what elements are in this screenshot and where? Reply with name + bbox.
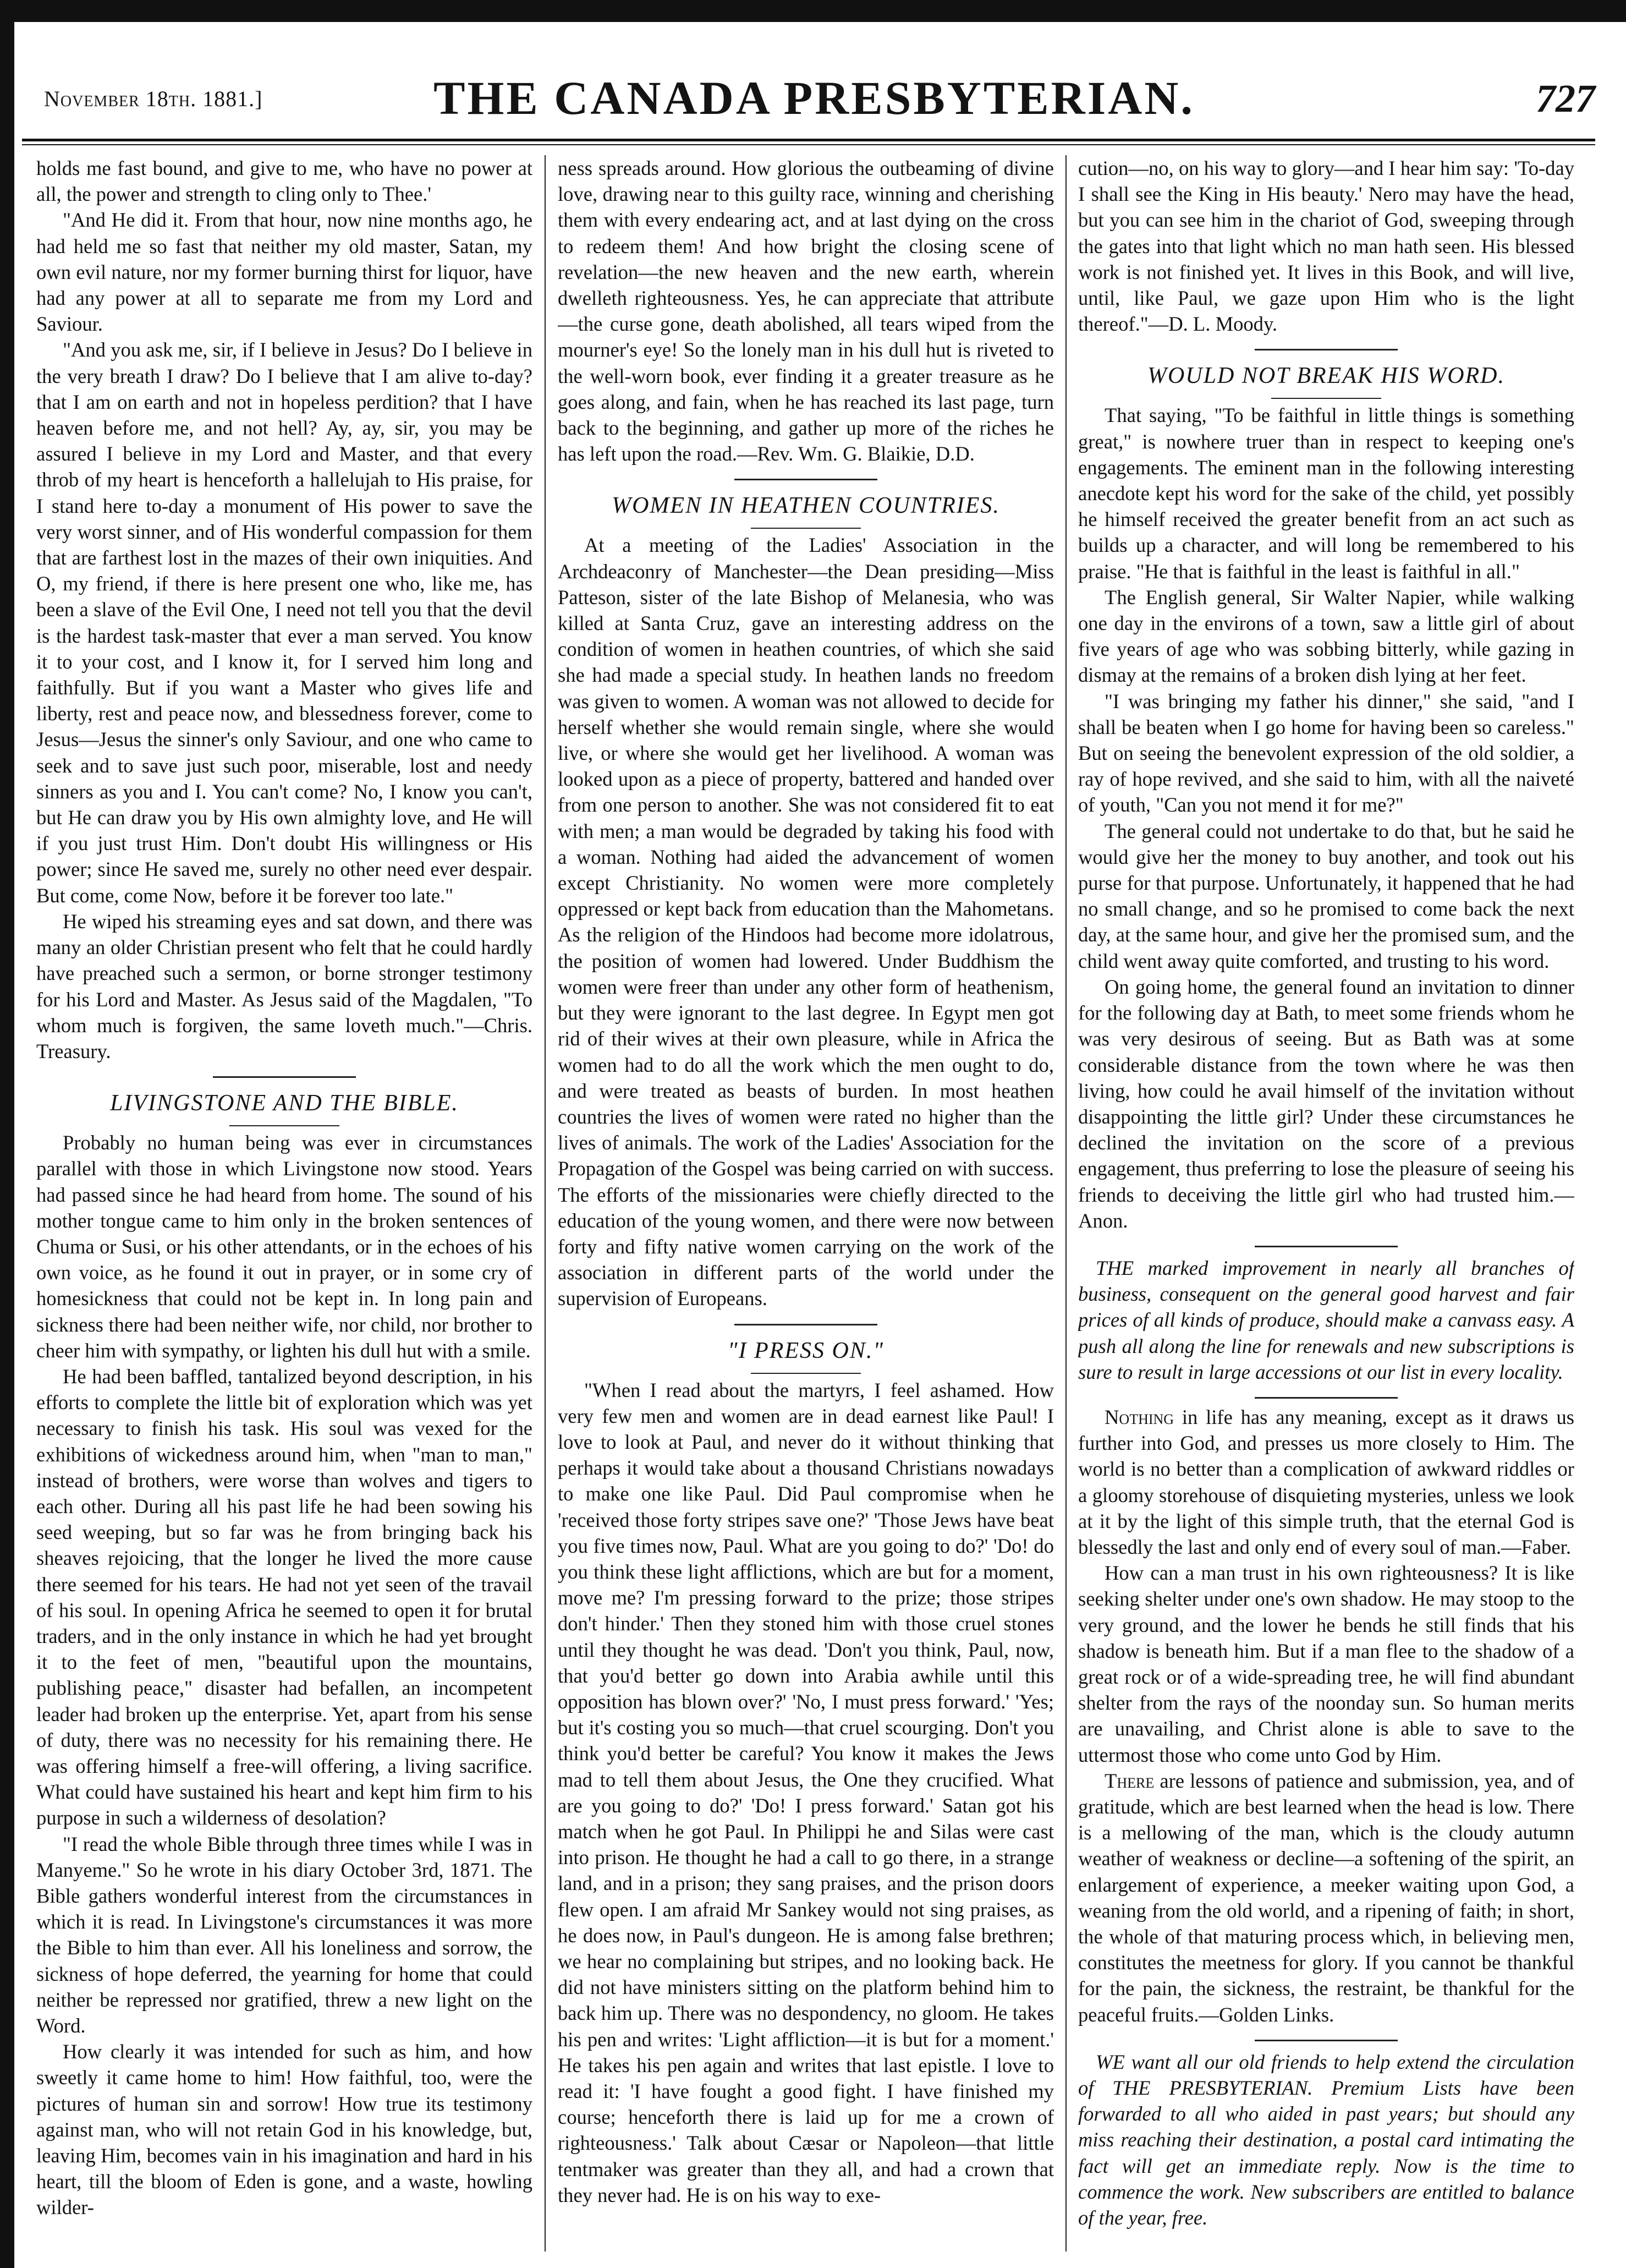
article-heading: "I PRESS ON." <box>727 1338 885 1363</box>
left-border <box>0 22 14 2268</box>
top-border <box>0 0 1626 22</box>
paragraph <box>1078 1768 1574 2028</box>
paragraph: On going home, the general found an invitation to dinner for the following day at Bath, to meet some friends whom he was very desirous of seeing. But as Bath was at some considerable distance from the town where he was then living, how could he avail himself of the invitation without disappointing the little girl? Under these circumstances he declined the invitation on the score of a previous engagement, thus preferring to lose the pleasure of seeing his friends to deceiving the little girl who had trusted him.—Anon. <box>1078 975 1574 1232</box>
heading-rule <box>1271 398 1381 399</box>
paragraph: cution—no, on his way to glory—and I hear him say: 'To-day I shall see the King in His beauty.' Nero may have the head, but you can see him in the chariot of God, sweeping through the gates into that light which no man hath seen. His blessed work is not finished yet. It lives in this Book, and will live, until, like Paul, we gaze upon Him who is the light thereof."—D. L. Moody. <box>1078 157 1574 336</box>
masthead <box>22 50 1606 138</box>
lead-word: Nothing <box>1105 1405 1174 1428</box>
masthead-rule-thin <box>22 144 1595 145</box>
newspaper-title: THE CANADA PRESBYTERIAN. <box>433 72 1195 124</box>
section-rule <box>1255 1397 1398 1399</box>
paragraph: ness spreads around. How glorious the outbeaming of divine love, drawing near to this guilty race, winning and cherishing them with every endearing act, and at last dying on the cross to redeem them! And how bright the closing scene of revelation—the new heaven and the new earth, wherein dwelleth righteousness. Yes, he can appreciate that attribute—the curse gone, death abolished, all tears wiped from the mourner's eye! So the lonely man in his dull hut is riveted to the well-worn book, ever finding it a greater treasure as he goes along, and fain, when he has reached its last page, turn back to the beginning, and gather up more of the riches he has left upon the road.—Rev. Wm. G. Blaikie, D.D. <box>558 157 1054 465</box>
paragraph: "And you ask me, sir, if I believe in Jesus? Do I believe in the very breath I draw? Do I believe that I am alive to-day? that I am on earth and not in hopeless perdition? that I have heaven before me, and not hell? Ay, ay, sir, you may be assured I believe in my Lord and Master, and that every throb of my heart is henceforth a hallelujah to His praise, for I stand here to-day a monument of His power to save the very worst sinner, and of His wonderful compassion for them that are farthest lost in the mazes of their own iniquities. And O, my friend, if there is here present one who, like me, has been a slave of the Evil One, I need not tell you that the devil is the hardest task-master that ever a man served. You know it to your cost, and I know it, for I served him long and faithfully. But if you want a Master who gives life and liberty, rest and peace now, and blessedness forever, come to Jesus—Jesus the sinner's only Saviour, and one who came to seek and to save just such poor, miserable, lost and needy sinners as you and I. You can't come? No, I know you can't, but He can draw you by His own almighty love, and He will if you just trust Him. Don't doubt His willingness or His power; since He saved me, surely no other need ever despair. But come, come Now, before it be forever too late." <box>36 338 532 907</box>
column-2 <box>558 155 1054 2251</box>
paragraph: He wiped his streaming eyes and sat down, and there was many an older Christian present who felt that he could hardly have preached such a sermon, or borne stronger testimony for his Lord and Master. As Jesus said of the Magdalen, "To whom much is forgiven, the same loveth much."—Chris. Treasury. <box>36 910 532 1062</box>
paragraph: The English general, Sir Walter Napier, while walking one day in the environs of a town, saw a little girl of about five years of age who was sobbing bitterly, while gazing in dismay at the remains of a broken dish lying at her feet. <box>1078 585 1574 687</box>
heading-rule <box>751 528 861 529</box>
paragraph: He had been baffled, tantalized beyond description, in his efforts to complete the little bit of exploration which was yet necessary to finish his task. His soul was vexed for the exhibitions of wickedness around him, when "man to man," instead of brothers, were worse than wolves and tigers to each other. During all his past life he had been sowing his seed weeping, but so far was he from bringing back his sheaves rejoicing, that the longer he lived the more cause there seemed for his tears. He had not yet seen of the travail of his soul. In opening Africa he seemed to open it for brutal traders, and in the only instance in which he had yet brought it to the feet of men, "beautiful upon the mountains, publishing peace," disaster had befallen, an incompetent leader had broken up the enterprise. Yet, apart from his sense of duty, there was no necessity for his remaining there. He was offering himself a free-will offering, a living sacrifice. What could have sustained his heart and kept him firm to his purpose in such a wilderness of desolation? <box>36 1365 532 1829</box>
paragraph: Probably no human being was ever in circumstances parallel with those in which Livingstone now stood. Years had passed since he had heard from home. The sound of his mother tongue came to him only in the broken sentences of Chuma or Susi, or his other attendants, or in the echoes of his own voice, as he found it out in prayer, or in some cry of homesickness that could not be kept in. In long pain and sickness there had been neither wife, nor child, nor brother to cheer him with sympathy, or lighten his dull hut with a smile. <box>36 1131 532 1362</box>
heading-rule <box>751 1373 861 1374</box>
paragraph: "And He did it. From that hour, now nine months ago, he had held me so fast that neither my old master, Satan, my own evil nature, nor my former burning thirst for liquor, have had any power at all to separate me from my Lord and Saviour. <box>36 209 532 336</box>
section-rule <box>1255 2040 1398 2041</box>
business-notice: THE marked improvement in nearly all branches of business, consequent on the general good harvest and fair prices of all kinds of produce, should make a canvass easy. A push all along the line for renewals and new subscriptions is sure to result in large accessions ot our list in every locality. <box>1078 1256 1574 1383</box>
paragraph-text: in life has any meaning, except as it draws us further into God, and presses us more closely to Him. The world is no better than a complication of awkward riddles or a gloomy storehouse of disquieting mysteries, unless we look at it by the light of this simple truth, that the eternal God is blessedly the last and only end of every soul of man.—Faber. <box>1078 1405 1574 1558</box>
heading-rule <box>229 1125 339 1126</box>
column-1 <box>36 155 532 2251</box>
section-rule <box>213 1076 356 1078</box>
paragraph: How can a man trust in his own righteousness? It is like seeking shelter under one's own shadow. He may stoop to the very ground, and the lower he bends he still finds that his shadow is beneath him. But if a man flee to the shadow of a great rock or of a wide-spreading tree, he will find abundant shelter from the rays of the noonday sun. So human merits are unavailing, and Christ alone is able to save to the uttermost those who come unto God by Him. <box>1078 1562 1574 1766</box>
subscription-notice: WE want all our old friends to help extend the circulation of THE PRESBYTERIAN. Premium Lists have been forwarded to all who aided in past years; but should any miss reaching their destination, a postal card intimating the fact will get an immediate reply. Now is the time to commence the work. New subscribers are entitled to balance of the year, free. <box>1078 2050 1574 2229</box>
paragraph: "I was bringing my father his dinner," she said, "and I shall be beaten when I go home for having been so careless." But on seeing the benevolent expression of the old soldier, a ray of hope revived, and she said to him, with all the naiveté of youth, "Can you not mend it for me?" <box>1078 689 1574 817</box>
paragraph <box>1078 1404 1574 1560</box>
column-divider <box>1065 155 1067 2251</box>
issue-date: November 18th. 1881.] <box>44 86 263 111</box>
masthead-rule <box>22 139 1595 141</box>
column-3 <box>1078 155 1574 2251</box>
paragraph: That saying, "To be faithful in little things is something great," is nowhere truer than in respect to keeping one's engagements. The eminent man in the following interesting anecdote kept his word for the sake of the child, yet possibly he himself received the greater benefit from an act such as builds up a character, and will long be remembered to his praise. "He that is faithful in the least is faithful in all." <box>1078 404 1574 583</box>
paragraph: "When I read about the martyrs, I feel ashamed. How very few men and women are in dead earnest like Paul! I love to look at Paul, and never do it without thinking that perhaps it would take about a thousand Christians nowadays to make one like Paul. Did Paul compromise when he 'received those forty stripes save one?' 'Those Jews have beat you five times now, Paul. What are you going to do?' 'Do! do you think these light afflictions, which are but for a moment, move me? I'm pressing forward to the prize; those stripes don't hinder.' Then they stoned him with those cruel stones until they thought he was dead. 'Don't you think, Paul, now, that you'd better go down into Arabia awhile until this opposition has blown over?' 'No, I must press forward.' 'Yes; but it's costing you so much—that cruel scourging. Don't you think you'd better be careful? You know it makes the Jews mad to tell them about Jesus, the One they crucified. What are you going to do?' 'Do! I press forward.' Satan got his match when he got Paul. In Philippi he and Silas were cast into prison. He thought he had a call to go there, in a strange land, and in a prison; they sang praises, and the prison doors flew open. I am afraid Mr Sankey would not sing praises, as he does now, in Paul's dungeon. He is among false brethren; we hear no complaining but stripes, and no looking back. He did not have ministers sitting on the platform behind him to back him up. There was no despondency, no gloom. He takes his pen and writes: 'Light affliction—it is but for a moment.' He takes his pen again and writes that last epistle. I love to read it: 'I have fought a good fight. I have finished my course; henceforth there is laid up for me a crown of righteousness.' Talk about Cæsar or Napoleon—that little tentmaker was greater than they all, and had a crown that they never had. He is on his way to exe- <box>558 1378 1054 2206</box>
paragraph: How clearly it was intended for such as him, and how sweetly it came home to him! How faithful, too, were the pictures of human sin and sorrow! How true its testimony against man, who will not retain God in his knowledge, but, leaving Him, becomes vain in his imagination and hard in his heart, till the bloom of Eden is gone, and a waste, howling wilder- <box>36 2040 532 2219</box>
page-number: 727 <box>1536 76 1595 120</box>
paragraph: The general could not undertake to do that, but he said he would give her the money to buy another, and took out his purse for that purpose. Unfortunately, it happened that he had no small change, and so he promised to come back the next day, at the same hour, and give her the promised sum, and the child went away quite comforted, and trusting to his word. <box>1078 819 1574 972</box>
lead-word: There <box>1105 1769 1155 1792</box>
section-rule <box>734 479 877 480</box>
column-divider <box>545 155 546 2251</box>
section-rule <box>1255 349 1398 350</box>
section-rule <box>734 1324 877 1325</box>
paragraph: "I read the whole Bible through three times while I was in Manyeme." So he wrote in his diary October 3rd, 1871. The Bible gathers wonderful interest from the circumstances in which it is read. In Livingstone's circumstances it was more the Bible to him than ever. All his loneliness and sorrow, the sickness of hope deferred, the yearning for home that could neither be repressed nor gratified, threw a new light on the Word. <box>36 1832 532 2037</box>
paragraph-text: are lessons of patience and submission, yea, and of gratitude, which are best learned when the head is low. There is a mellowing of the man, which is the cloudy autumn weather of weakness or decline—a softening of the spirit, an enlargement of experience, a meeker waiting upon God, a weaning from the old world, and a ripening of faith; in short, the whole of that maturing process which, in believing men, constitutes the meetness for glory. If you cannot be thankful for the pain, the sickness, the restraint, be thankful for the peaceful fruits.—Golden Links. <box>1078 1769 1574 2026</box>
section-rule <box>1255 1246 1398 1247</box>
article-heading: WOULD NOT BREAK HIS WORD. <box>1147 363 1506 389</box>
article-heading: WOMEN IN HEATHEN COUNTRIES. <box>612 493 1000 519</box>
paragraph: holds me fast bound, and give to me, who have no power at all, the power and strength to cling only to Thee.' <box>36 157 532 206</box>
article-heading: LIVINGSTONE AND THE BIBLE. <box>110 1091 459 1116</box>
paragraph: At a meeting of the Ladies' Association in the Archdeaconry of Manchester—the Dean presiding—Miss Patteson, sister of the late Bishop of Melanesia, who was killed at Santa Cruz, gave an interesting address on the condition of women in heathen countries, of which she said she had made a special study. In heathen lands no freedom was given to women. A woman was not allowed to decide for herself whether she would remain single, where she would live, or where she would get her livelihood. A woman was looked upon as a piece of property, battered and handed over from one person to another. She was not considered fit to eat with men; a man would be degraded by taking his food with a woman. Nothing had aided the advancement of women except Christianity. No women were more completely oppressed or kept back from education than the Mahometans. As the religion of the Hindoos had become more idolatrous, the position of women had lowered. Under Buddhism the women were freer than under any other form of heathenism, but they were ignorant to the last degree. In Egypt men got rid of their wives at their own pleasure, while in Africa the women had to do all the work which the men ought to do, and were treated as beasts of burden. In most heathen countries the lives of women were rated no higher than the lives of animals. The work of the Ladies' Association for the Propagation of the Gospel was being carried on with success. The efforts of the missionaries were chiefly directed to the education of the young women, and there were now between forty and fifty native women carrying on the work of the association in different parts of the world under the supervision of Europeans. <box>558 534 1054 1310</box>
